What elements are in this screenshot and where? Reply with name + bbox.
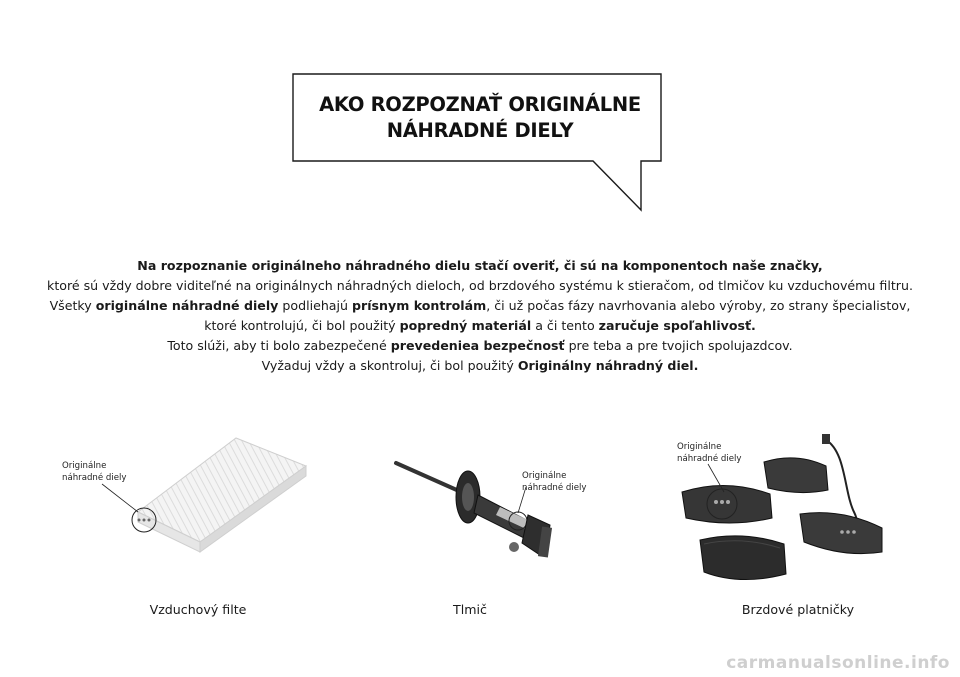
title-line-1: AKO ROZPOZNAŤ ORIGINÁLNE [319,93,641,116]
intro-line-4-d: zaručuje spoľahlivosť. [598,318,756,333]
shock-absorber-callout [522,470,586,494]
page-title [296,92,664,144]
title-line-2: NÁHRADNÉ DIELY [386,119,574,142]
shock-absorber-callout-line-2: náhradné diely [522,483,587,493]
air-filter-caption: Vzduchový filte [149,602,247,617]
air-filter-callout-line-1: Originálne [62,461,107,471]
intro-line-5-c: pre teba a pre tvojich spolujazdcov. [564,338,793,353]
intro-line-3-d: prísnym kontrolám [352,298,487,313]
air-filter-callout [62,460,126,484]
air-filter-callout-line-2: náhradné diely [62,473,127,483]
intro-line-3-e: , či už počas fázy navrhovania alebo výroby, zo strany špecialistov, [486,298,911,313]
brake-pads-callout-line-2: náhradné diely [677,454,742,464]
intro-line-6-b: Originálny náhradný diel. [517,358,699,373]
intro-line-1 [20,256,940,276]
shock-absorber-callout-line-1: Originálne [522,471,567,481]
intro-line-5-a: Toto slúži, aby ti bolo zabezpečené [167,338,391,353]
intro-line-6 [20,356,940,376]
intro-line-6-a: Vyžaduj vždy a skontroluj, či bol použitý [261,358,518,373]
brake-pads-callout-line-1: Originálne [677,442,722,452]
intro-line-4 [20,316,940,336]
intro-line-3-a: Všetky [49,298,96,313]
intro-line-3 [20,296,940,316]
intro-line-4-b: popredný materiál [399,318,532,333]
intro-line-5 [20,336,940,356]
air-filter-callout-line [100,482,150,522]
intro-text [20,256,940,376]
brake-pads-callout-line [706,462,736,512]
watermark: carmanualsonline.info [726,653,950,673]
intro-line-2: ktoré sú vždy dobre viditeľné na originálnych náhradných dieloch, od brzdového systému k stieračom, od tlmičov ku vzduchovému filtru. [47,278,913,293]
brake-pads-callout [677,441,741,465]
brake-pads-caption: Brzdové platničky [741,602,855,617]
intro-line-4-a: ktoré kontrolujú, či bol použitý [204,318,400,333]
shock-absorber-caption: Tlmič [453,602,487,617]
intro-line-3-c: podliehajú [278,298,353,313]
intro-line-4-c: a či tento [531,318,599,333]
intro-line-1-bold: Na rozpoznanie originálneho náhradného dielu stačí overiť, či sú na komponentoch naše značky, [137,258,823,273]
intro-line-3-b: originálne náhradné diely [95,298,279,313]
intro-line-5-b: prevedeniea bezpečnosť [390,338,565,353]
